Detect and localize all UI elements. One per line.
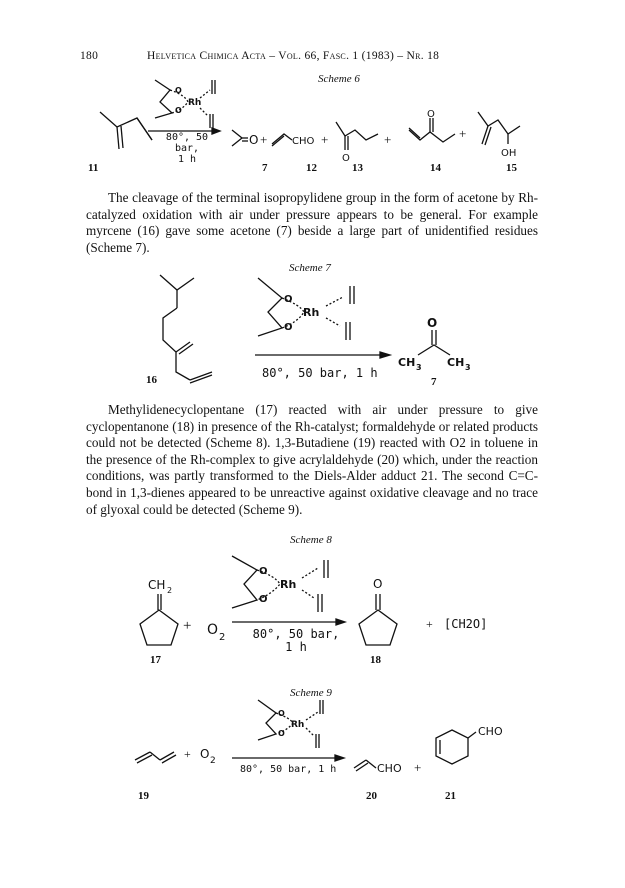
svg-text:CHO: CHO	[478, 725, 503, 738]
scheme-9-caption: Scheme 9	[290, 687, 332, 699]
svg-text:O: O	[427, 316, 438, 330]
compound-label-18: 18	[370, 654, 381, 666]
compound-label-13: 13	[352, 162, 363, 174]
svg-text:+: +	[459, 126, 467, 141]
svg-text:+: +	[184, 747, 191, 761]
svg-text:3: 3	[416, 363, 422, 372]
svg-text:O: O	[259, 566, 268, 577]
scheme-6-caption: Scheme 6	[318, 73, 360, 85]
svg-text:2: 2	[167, 586, 173, 595]
svg-text:+: +	[384, 132, 392, 147]
svg-text:3: 3	[465, 363, 471, 372]
svg-text:Rh: Rh	[188, 98, 202, 108]
compound-label-19: 19	[138, 790, 149, 802]
svg-text:CHO: CHO	[292, 136, 315, 147]
scheme-6-conditions-line-2: 1 h	[177, 154, 197, 165]
svg-text:+: +	[414, 760, 422, 775]
svg-text:O: O	[175, 86, 182, 95]
rh-catalyst-s9	[258, 700, 323, 748]
compound-label-15: 15	[506, 162, 517, 174]
scheme-6-conditions-line-1: 80°, 50 bar,	[165, 132, 209, 154]
svg-text:O: O	[207, 622, 219, 638]
svg-text:CH: CH	[398, 356, 416, 369]
scheme-7-caption: Scheme 7	[289, 262, 331, 274]
scheme-8-conditions-line-2: 1 h	[285, 640, 307, 654]
svg-text:+: +	[426, 617, 433, 631]
scheme-8-conditions-line-1: 80°, 50 bar,	[252, 627, 340, 641]
compound-label-14: 14	[430, 162, 441, 174]
svg-text:CHO: CHO	[377, 762, 402, 775]
scheme-8-caption: Scheme 8	[290, 534, 332, 546]
svg-text:+: +	[260, 132, 268, 147]
svg-text:O: O	[200, 747, 210, 761]
paragraph-1-text: The cleavage of the terminal isopropylidene group in the form of acetone by Rh-catalyzed oxidation with air under pressure appears to be general. For example myrcene (16) gave some acetone (7) beside a large part of unidentified residues (Scheme 7).	[86, 190, 538, 255]
svg-text:O: O	[259, 594, 268, 605]
svg-text:Rh: Rh	[280, 578, 297, 591]
svg-text:CH: CH	[148, 578, 166, 592]
page-number: 180	[80, 50, 99, 62]
compound-label-20: 20	[366, 790, 377, 802]
svg-text:O: O	[284, 322, 293, 333]
paragraph-2-text: Methylidenecyclopentane (17) reacted with air under pressure to give cyclopentanone (18) in presence of the Rh-catalyst; formaldehyde or related products could not be detected (Scheme 8). 1,3-Butadiene (19) reacted with O2 in toluene in the presence of the Rh-complex to give acrylaldehyde (20) which, under the reaction conditions, was partly transformed to the Diels-Alder adduct 21. The second C=C-bond in 1,3-dienes appeared to be unreactive against oxidative cleavage and no trace of glyoxal could be detected (Scheme 9).	[86, 402, 538, 517]
svg-text:O: O	[284, 294, 293, 305]
scheme-7-conditions: 80°, 50 bar, 1 h	[262, 366, 378, 380]
svg-text:2: 2	[210, 756, 216, 766]
svg-text:Rh: Rh	[303, 306, 320, 319]
compound-label-7: 7	[262, 162, 268, 174]
compound-label-17: 17	[150, 654, 161, 666]
compound-label-11: 11	[88, 162, 99, 174]
compound-label-21: 21	[445, 790, 456, 802]
svg-text:O: O	[427, 109, 435, 120]
svg-text:O: O	[342, 153, 350, 164]
svg-text:+: +	[321, 132, 329, 147]
formaldehyde-byproduct: [CH2O]	[444, 617, 488, 631]
svg-text:O: O	[249, 133, 259, 147]
compound-label-7-s7: 7	[431, 376, 437, 388]
svg-text:Rh: Rh	[291, 720, 305, 730]
svg-text:O: O	[175, 106, 182, 115]
svg-text:OH: OH	[501, 148, 517, 159]
svg-text:O: O	[278, 709, 285, 718]
svg-text:O: O	[373, 577, 383, 591]
compound-label-16: 16	[146, 374, 157, 386]
svg-text:CH: CH	[447, 356, 465, 369]
compound-label-12: 12	[306, 162, 317, 174]
svg-text:+: +	[183, 618, 192, 634]
svg-text:O: O	[278, 729, 285, 738]
running-title: Helvetica Chimica Acta – Vol. 66, Fasc. 1 (1983) – Nr. 18	[147, 50, 440, 62]
svg-text:2: 2	[219, 632, 226, 643]
scheme-9-conditions: 80°, 50 bar, 1 h	[240, 764, 337, 775]
